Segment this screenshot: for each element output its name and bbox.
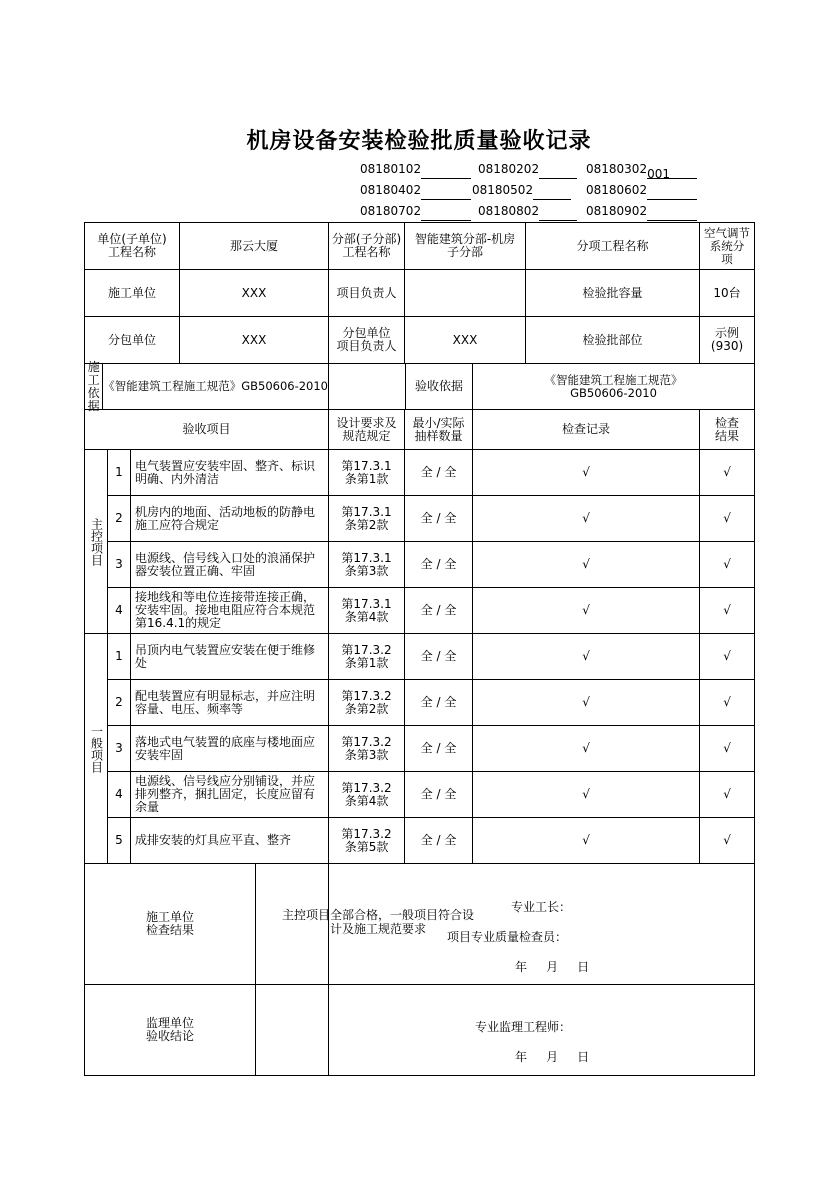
capacity-value: 10台: [700, 270, 755, 317]
sub-cell: [85, 317, 329, 364]
col-sample: 最小/实际 抽样数量: [405, 410, 473, 450]
item-sample: 全 / 全: [405, 680, 473, 726]
code: 08180302: [586, 162, 648, 176]
table-row: [85, 680, 755, 726]
unit-value: 那云大厦: [230, 238, 279, 253]
code: 08180102: [360, 162, 422, 176]
col-design: 设计要求及 规范规定: [329, 410, 405, 450]
item-result: √: [700, 818, 755, 864]
table-row: [85, 496, 755, 542]
item-sample: 全 / 全: [405, 818, 473, 864]
code: 08180702: [360, 204, 422, 218]
item-record: √: [473, 542, 700, 588]
basis-cell: [85, 359, 329, 413]
code: 08180602: [586, 183, 648, 197]
subitem-label: 分项工程名称: [576, 238, 649, 253]
item-record: √: [473, 450, 700, 496]
engineer-label: 专业监理工程师：: [475, 1020, 572, 1034]
code-suffix: 001: [647, 167, 670, 181]
item-clause: 第17.3.1 条第3款: [329, 542, 405, 588]
division-cell: [405, 223, 700, 270]
basis-value: 《智能建筑工程施工规范》GB50606-2010: [103, 379, 329, 393]
code-list: [360, 160, 700, 223]
item-no: 4: [108, 772, 131, 818]
sub-label: 分包单位: [85, 317, 180, 363]
item-text: 电源线、信号线入口处的浪涌保护器安装位置正确、牢固: [131, 542, 329, 588]
item-result: √: [700, 634, 755, 680]
item-result: √: [700, 772, 755, 818]
item-no: 2: [108, 680, 131, 726]
table-row: [85, 450, 755, 496]
code: 08180402: [360, 183, 422, 197]
table-row: [85, 588, 755, 634]
item-text: 接地线和等电位连接带连接正确，安装牢固。接地电阻应符合本规范第16.4.1的规定: [131, 588, 329, 634]
supervisor-check-label: 监理单位 验收结论: [85, 985, 256, 1075]
item-clause: 第17.3.2 条第5款: [329, 818, 405, 864]
item-sample: 全 / 全: [405, 726, 473, 772]
location-value: 示例(930): [700, 317, 755, 364]
col-item: 验收项目: [85, 410, 329, 450]
item-record: √: [473, 818, 700, 864]
item-sample: 全 / 全: [405, 772, 473, 818]
item-sample: 全 / 全: [405, 588, 473, 634]
sub-pm-value: XXX: [405, 317, 526, 363]
capacity-label: 检验批容量: [582, 285, 643, 300]
general-group-label: 一般项目: [85, 634, 108, 864]
item-result: √: [700, 450, 755, 496]
item-result: √: [700, 588, 755, 634]
item-record: √: [473, 588, 700, 634]
item-no: 4: [108, 588, 131, 634]
division-value: 智能建筑分部-机房 子分部: [405, 223, 526, 269]
accept-basis-label: 验收依据: [415, 379, 464, 393]
item-result: √: [700, 542, 755, 588]
supervisor-check-row: [85, 985, 755, 1076]
item-clause: 第17.3.1 条第2款: [329, 496, 405, 542]
item-clause: 第17.3.2 条第1款: [329, 634, 405, 680]
code: 08180202: [478, 162, 540, 176]
item-no: 3: [108, 542, 131, 588]
item-text: 配电装置应有明显标志，并应注明容量、电压、频率等: [131, 680, 329, 726]
code: 08180802: [478, 204, 540, 218]
item-clause: 第17.3.1 条第4款: [329, 588, 405, 634]
item-text: 吊顶内电气装置应安装在便于维修处: [131, 634, 329, 680]
item-clause: 第17.3.1 条第1款: [329, 450, 405, 496]
pm-value: [405, 270, 526, 316]
item-no: 3: [108, 726, 131, 772]
table-row: [85, 634, 755, 680]
item-record: √: [473, 680, 700, 726]
table-row: [85, 772, 755, 818]
code-row: [360, 181, 700, 202]
code: 08180502: [472, 183, 534, 197]
constructor-check-cell: [85, 864, 474, 985]
item-no: 2: [108, 496, 131, 542]
main-group-label: 主控项目: [85, 450, 108, 634]
sub-pm-cell: [405, 317, 700, 364]
col-record: 检查记录: [473, 410, 700, 450]
item-text: 电气装置应安装牢固、整齐、标识明确、内外清洁: [131, 450, 329, 496]
inspector-label: 项目专业质量检查员：: [447, 930, 568, 944]
location-label: 检验批部位: [582, 332, 643, 347]
division-label: 分部(子分部) 工程名称: [329, 223, 405, 270]
accept-basis-label-blank: [329, 364, 406, 409]
constructor-value: XXX: [241, 285, 267, 300]
item-sample: 全 / 全: [405, 634, 473, 680]
unit-label: 单位(子单位) 工程名称: [85, 223, 180, 269]
constructor-cell: [85, 270, 329, 317]
table-row: [85, 542, 755, 588]
item-sample: 全 / 全: [405, 496, 473, 542]
accept-basis-cell: [329, 364, 473, 410]
item-no: 1: [108, 634, 131, 680]
sub-value: XXX: [241, 332, 267, 347]
sub-pm-label: 分包单位 项目负责人: [329, 317, 405, 364]
item-result: √: [700, 680, 755, 726]
accept-basis-value: 《智能建筑工程施工规范》 GB50606-2010: [473, 364, 755, 410]
code: 08180902: [586, 204, 648, 218]
item-record: √: [473, 726, 700, 772]
item-clause: 第17.3.2 条第4款: [329, 772, 405, 818]
basis-label: 施工依据: [85, 364, 103, 409]
item-no: 1: [108, 450, 131, 496]
item-text: 成排安装的灯具应平直、整齐: [131, 818, 329, 864]
item-text: 落地式电气装置的底座与楼地面应安装牢固: [131, 726, 329, 772]
subitem-value: 空气调节系统分 项: [700, 223, 755, 270]
item-result: √: [700, 726, 755, 772]
foreman-label: 专业工长：: [511, 900, 572, 914]
item-record: √: [473, 496, 700, 542]
item-no: 5: [108, 818, 131, 864]
constructor-sign-cell: [329, 864, 755, 985]
constructor-check-label: 施工单位 检查结果: [85, 864, 256, 984]
pm-label: 项目负责人: [329, 270, 405, 317]
supervisor-date: 年 月 日: [515, 1050, 590, 1064]
page-title: 机房设备安装检验批质量验收记录: [246, 128, 592, 154]
item-clause: 第17.3.2 条第3款: [329, 726, 405, 772]
item-text: 电源线、信号线应分别铺设，并应排列整齐，捆扎固定，长度应留有余量: [131, 772, 329, 818]
item-clause: 第17.3.2 条第2款: [329, 680, 405, 726]
col-result: 检查 结果: [700, 410, 755, 450]
code-row: [360, 160, 700, 181]
item-record: √: [473, 772, 700, 818]
item-sample: 全 / 全: [405, 542, 473, 588]
table-row: [85, 726, 755, 772]
item-sample: 全 / 全: [405, 450, 473, 496]
code-row: [360, 202, 700, 223]
supervisor-sign-cell: [329, 985, 755, 1076]
supervisor-check-cell: [85, 985, 329, 1076]
constructor-conclusion: 主控项目全部合格，一般项目符合设 计及施工规范要求: [281, 908, 474, 936]
pm-cell: [405, 270, 700, 317]
item-result: √: [700, 496, 755, 542]
constructor-date: 年 月 日: [515, 960, 590, 974]
item-record: √: [473, 634, 700, 680]
table-row: [85, 818, 755, 864]
inspection-table: [84, 222, 755, 1076]
item-text: 机房内的地面、活动地板的防静电施工应符合规定: [131, 496, 329, 542]
constructor-check-row: [85, 864, 755, 985]
unit-label-cell: [85, 223, 329, 270]
constructor-label: 施工单位: [85, 270, 180, 316]
